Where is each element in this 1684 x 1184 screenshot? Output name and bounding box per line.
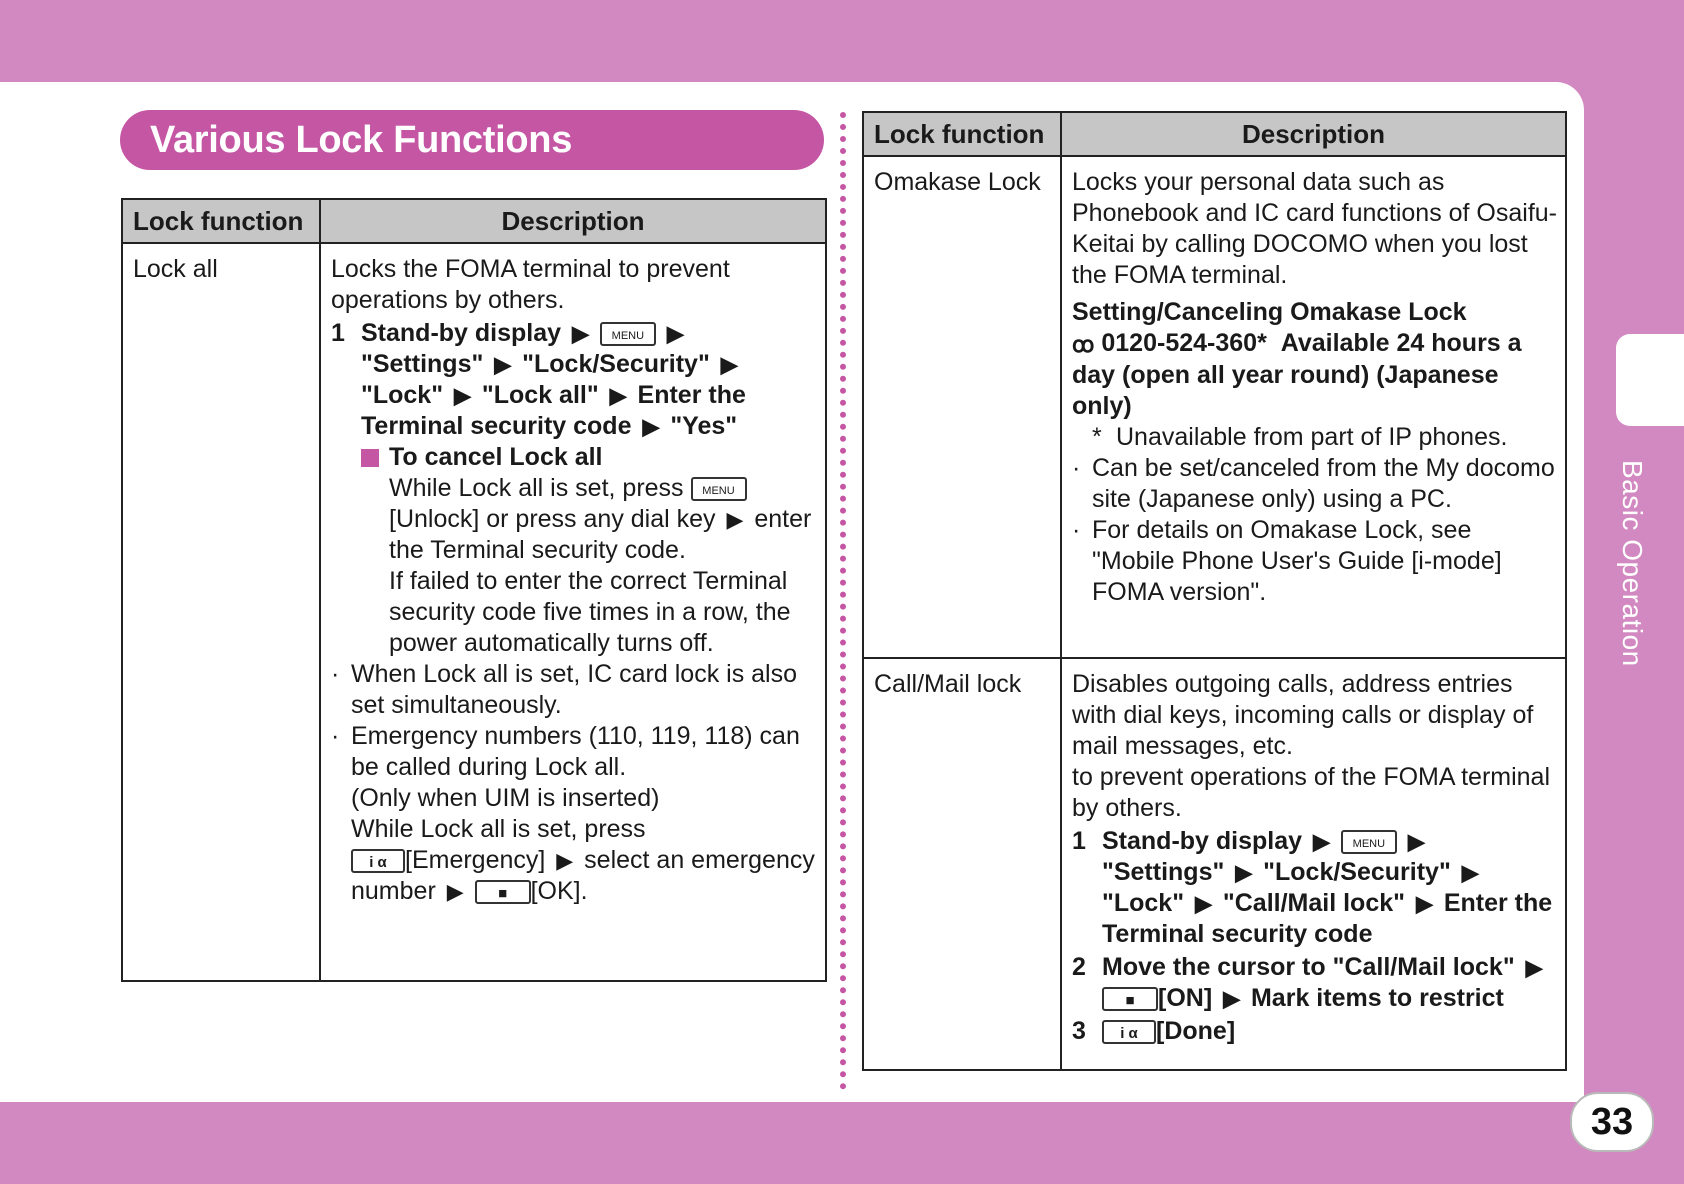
col-description: Description — [320, 199, 826, 243]
page-number: 33 — [1570, 1092, 1654, 1152]
omakase-heading: Setting/Canceling Omakase Lock — [1072, 298, 1467, 326]
bullet-my-docomo: · Can be set/canceled from the My docomo site (Japanese only) using a PC. — [1072, 453, 1555, 513]
bullet-ic-card: · When Lock all is set, IC card lock is also set simultaneously. — [331, 660, 797, 719]
arrow-icon: ▶ — [1313, 829, 1330, 854]
square-bullet-icon — [361, 449, 379, 467]
arrow-icon: ▶ — [1407, 829, 1425, 854]
step-1: 1 Stand-by display ▶ MENU ▶ "Settings" ▶ "Lock/Security" ▶ "Lock" ▶ "Lock all" ▶ Enter the Terminal security code ▶ "Yes" — [331, 319, 746, 440]
arrow-icon: ▶ — [720, 352, 738, 377]
arrow-icon: ▶ — [1195, 891, 1212, 916]
description-cell — [1061, 658, 1566, 1070]
bottom-band — [0, 1100, 1684, 1184]
center-key-icon: ■ — [1102, 987, 1158, 1011]
page-title: Various Lock Functions — [120, 110, 824, 170]
bullet-details: · For details on Omakase Lock, see "Mobile Phone User's Guide [i-mode] FOMA version". — [1072, 515, 1502, 606]
step-3: 3 i α [Done] — [1072, 1017, 1236, 1045]
cancel-note: If failed to enter the correct Terminal security code five times in a row, the power automatically turns off. — [389, 567, 791, 657]
i-alpha-key-icon: i α — [1102, 1020, 1156, 1044]
table-header — [122, 199, 826, 243]
cancel-heading: To cancel Lock all — [361, 442, 817, 473]
footnote: * Unavailable from part of IP phones. — [1092, 422, 1508, 451]
intro-text: Locks the FOMA terminal to prevent operations by others. — [331, 255, 730, 314]
arrow-icon: ▶ — [556, 848, 574, 873]
menu-key-icon: MENU — [600, 322, 656, 346]
i-alpha-key-icon: i α — [351, 849, 405, 873]
arrow-icon: ▶ — [572, 321, 589, 346]
function-name: Lock all — [122, 243, 320, 981]
section-label: Basic Operation — [1617, 459, 1648, 667]
arrow-icon: ▶ — [1235, 860, 1253, 885]
arrow-icon: ▶ — [454, 383, 471, 408]
cancel-text: While Lock all is set, press MENU[Unlock] or press any dial key ▶ enter the Terminal security code. — [389, 474, 812, 564]
table-row — [863, 658, 1566, 1070]
function-name: Omakase Lock — [863, 156, 1061, 658]
lock-table-right — [862, 111, 1567, 1071]
arrow-icon: ▶ — [1415, 891, 1433, 916]
arrow-icon: ▶ — [642, 414, 660, 439]
intro-text: Disables outgoing calls, address entries with dial keys, incoming calls or display of mail messages, etc. — [1072, 670, 1534, 760]
free-dial-icon: ꝏ — [1072, 331, 1095, 357]
step-1: 1 Stand-by display ▶ MENU ▶ "Settings" ▶ "Lock/Security" ▶ "Lock" ▶ "Call/Mail lock" ▶ Enter the Terminal security code — [1072, 827, 1553, 948]
intro-text: Locks your personal data such as Phonebook and IC card functions of Osaifu-Keitai by calling DOCOMO when you lost the FOMA terminal. — [1072, 168, 1558, 289]
menu-key-icon: MENU — [1341, 830, 1397, 854]
chapter-tab[interactable] — [1616, 334, 1684, 426]
center-key-icon: ■ — [475, 880, 531, 904]
bullet-emergency: · Emergency numbers (110, 119, 118) can be called during Lock all. (Only when UIM is inserted) While Lock all is set, press i α [Emergency] ▶ select an emergency number ▶ ■ [OK]. — [331, 722, 815, 905]
table-row — [122, 243, 826, 981]
menu-key-icon: MENU — [691, 477, 747, 501]
arrow-icon: ▶ — [494, 352, 512, 377]
col-description: Description — [1061, 112, 1566, 156]
arrow-icon: ▶ — [666, 321, 684, 346]
description-cell — [320, 243, 826, 981]
arrow-icon: ▶ — [1525, 955, 1543, 980]
arrow-icon: ▶ — [446, 879, 464, 904]
step-2: 2 Move the cursor to "Call/Mail lock" ▶ ■ [ON] ▶ Mark items to restrict — [1072, 953, 1543, 1012]
omakase-phone-info: ꝏ 0120-524-360* Available 24 hours a day (open all year round) (Japanese only) — [1072, 329, 1522, 420]
table-row — [863, 156, 1566, 658]
arrow-icon: ▶ — [1223, 986, 1241, 1011]
col-lock-function: Lock function — [122, 199, 320, 243]
function-name: Call/Mail lock — [863, 658, 1061, 1070]
column-divider — [840, 112, 846, 1090]
lock-table-left — [121, 198, 827, 982]
arrow-icon: ▶ — [609, 383, 627, 408]
arrow-icon: ▶ — [726, 507, 744, 532]
col-lock-function: Lock function — [863, 112, 1061, 156]
top-band — [0, 0, 1684, 84]
description-cell — [1061, 156, 1566, 658]
intro-text-2: to prevent operations of the FOMA terminal by others. — [1072, 763, 1551, 822]
table-header — [863, 112, 1566, 156]
arrow-icon: ▶ — [1461, 860, 1479, 885]
